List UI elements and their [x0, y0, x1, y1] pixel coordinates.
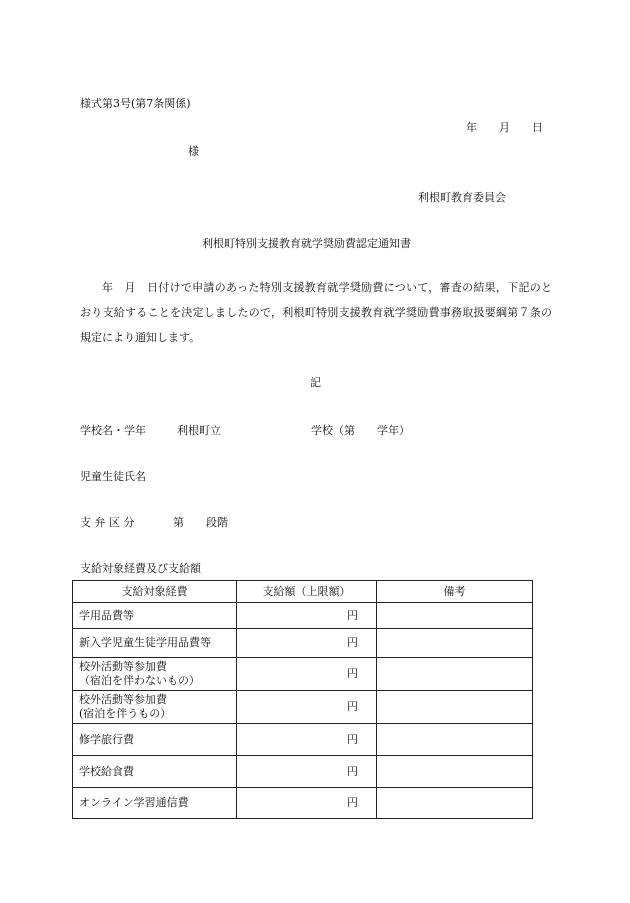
form-number: 様式第3号(第7条関係): [80, 97, 191, 110]
item-subtext: （宿泊を伴わないもの）: [79, 674, 200, 687]
row-remarks: [377, 724, 533, 756]
expense-table: [72, 580, 533, 819]
school-label: 学校名・学年: [80, 424, 146, 437]
row-item: [73, 756, 237, 788]
body-text: 年 月 日付けで申請のあった特別支援教育就学奨励費について，審査の結果，下記のとおり支給することを決定しましたので，利根町特別支援教育就学奨励費事務取扱要綱第７条の規定により通知します。: [80, 281, 552, 344]
item-text: 学用品費等: [79, 608, 134, 622]
table-row: [73, 629, 533, 658]
school-suffix: 学校（第 学年）: [311, 424, 410, 437]
body-paragraph: [80, 275, 552, 350]
row-amount: 円: [237, 756, 377, 788]
item-text: 校外活動等参加費: [79, 693, 167, 706]
table-row: [73, 724, 533, 756]
table-caption: 支給対象経費及び支給額: [80, 562, 201, 575]
table-row: [73, 658, 533, 691]
table-row: [73, 603, 533, 629]
category-value: 第 段階: [173, 516, 228, 529]
row-remarks: [377, 691, 533, 724]
row-amount: 円: [237, 658, 377, 691]
row-amount: 円: [237, 788, 377, 819]
sender: 利根町教育委員会: [418, 191, 506, 204]
student-name-label: 児童生徒氏名: [80, 470, 146, 483]
table-row: [73, 756, 533, 788]
row-item: [73, 788, 237, 819]
header-amount: 支給額（上限額）: [237, 581, 377, 603]
category-label: 支 弁 区 分: [80, 516, 135, 529]
row-item: [73, 603, 237, 629]
addressee: 様: [188, 145, 199, 158]
header-item: 支給対象経費: [73, 581, 237, 603]
row-item: [73, 658, 237, 691]
row-item: [73, 629, 237, 658]
header-remarks: 備考: [377, 581, 533, 603]
row-amount: 円: [237, 724, 377, 756]
item-subtext: (宿泊を伴うもの）: [79, 707, 172, 720]
document-title: 利根町特別支援教育就学奨励費認定通知書: [202, 237, 411, 250]
row-amount: 円: [237, 603, 377, 629]
row-remarks: [377, 603, 533, 629]
row-amount: 円: [237, 691, 377, 724]
row-item: [73, 691, 237, 724]
row-remarks: [377, 756, 533, 788]
item-text: オンライン学習通信費: [79, 796, 189, 809]
item-text: 修学旅行費: [79, 732, 134, 746]
item-text: 学校給食費: [79, 764, 134, 778]
item-text: 校外活動等参加費: [79, 660, 167, 673]
row-remarks: [377, 658, 533, 691]
row-item: [73, 724, 237, 756]
row-remarks: [377, 788, 533, 819]
row-amount: 円: [237, 629, 377, 658]
ki-heading: 記: [310, 376, 321, 389]
school-prefix: 利根町立: [177, 424, 221, 437]
row-remarks: [377, 629, 533, 658]
date-line: 年 月 日: [466, 121, 543, 134]
table-row: [73, 691, 533, 724]
item-text: 新入学児童生徒学用品費等: [79, 636, 211, 649]
table-row: [73, 788, 533, 819]
table-header-row: [73, 581, 533, 603]
